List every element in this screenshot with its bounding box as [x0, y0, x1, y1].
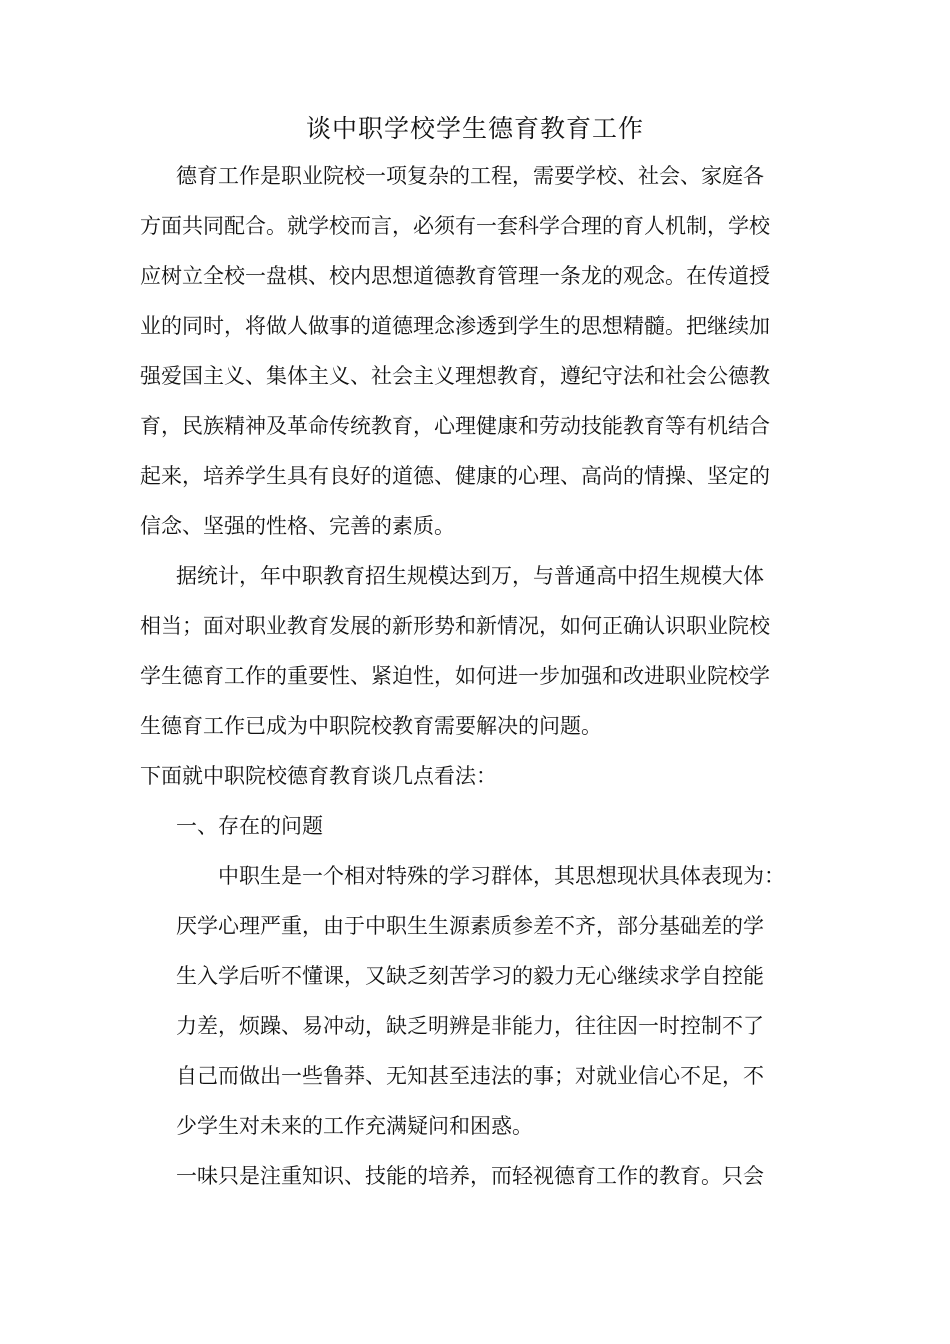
paragraph-line: 应树立全校一盘棋、校内思想道德教育管理一条龙的观念。在传道授: [140, 264, 770, 288]
paragraph-line: 业的同时，将做人做事的道德理念渗透到学生的思想精髓。把继续加: [140, 314, 770, 338]
paragraph-line: 起来，培养学生具有良好的道德、健康的心理、高尚的情操、坚定的: [140, 464, 770, 488]
paragraph-line: 厌学心理严重，由于中职生生源素质参差不齐，部分基础差的学: [176, 914, 764, 938]
section-heading: 一、存在的问题: [176, 814, 323, 838]
paragraph-line: 育，民族精神及革命传统教育，心理健康和劳动技能教育等有机结合: [140, 414, 770, 438]
paragraph-line: 据统计，年中职教育招生规模达到万，与普通高中招生规模大体: [176, 564, 764, 588]
paragraph-line: 一味只是注重知识、技能的培养，而轻视德育工作的教育。只会: [176, 1164, 764, 1188]
paragraph-line: 生入学后听不懂课，又缺乏刻苦学习的毅力无心继续求学自控能: [176, 964, 764, 988]
paragraph-line: 力差，烦躁、易冲动，缺乏明辨是非能力，往往因一时控制不了: [176, 1014, 764, 1038]
paragraph-line: 信念、坚强的性格、完善的素质。: [140, 514, 455, 538]
paragraph-line: 少学生对未来的工作充满疑问和困惑。: [176, 1114, 533, 1138]
paragraph-line: 下面就中职院校德育教育谈几点看法：: [140, 764, 497, 788]
paragraph-line: 相当；面对职业教育发展的新形势和新情况，如何正确认识职业院校: [140, 614, 770, 638]
paragraph-line: 学生德育工作的重要性、紧迫性，如何进一步加强和改进职业院校学: [140, 664, 770, 688]
document-title: 谈中职学校学生德育教育工作: [305, 114, 644, 143]
paragraph-line: 德育工作是职业院校一项复杂的工程，需要学校、社会、家庭各: [176, 164, 764, 188]
paragraph-line: 方面共同配合。就学校而言，必须有一套科学合理的育人机制，学校: [140, 214, 770, 238]
paragraph-line: 中职生是一个相对特殊的学习群体，其思想现状具体表现为：: [218, 864, 785, 888]
paragraph-line: 生德育工作已成为中职院校教育需要解决的问题。: [140, 714, 602, 738]
paragraph-line: 自己而做出一些鲁莽、无知甚至违法的事；对就业信心不足，不: [176, 1064, 764, 1088]
paragraph-line: 强爱国主义、集体主义、社会主义理想教育，遵纪守法和社会公德教: [140, 364, 770, 388]
